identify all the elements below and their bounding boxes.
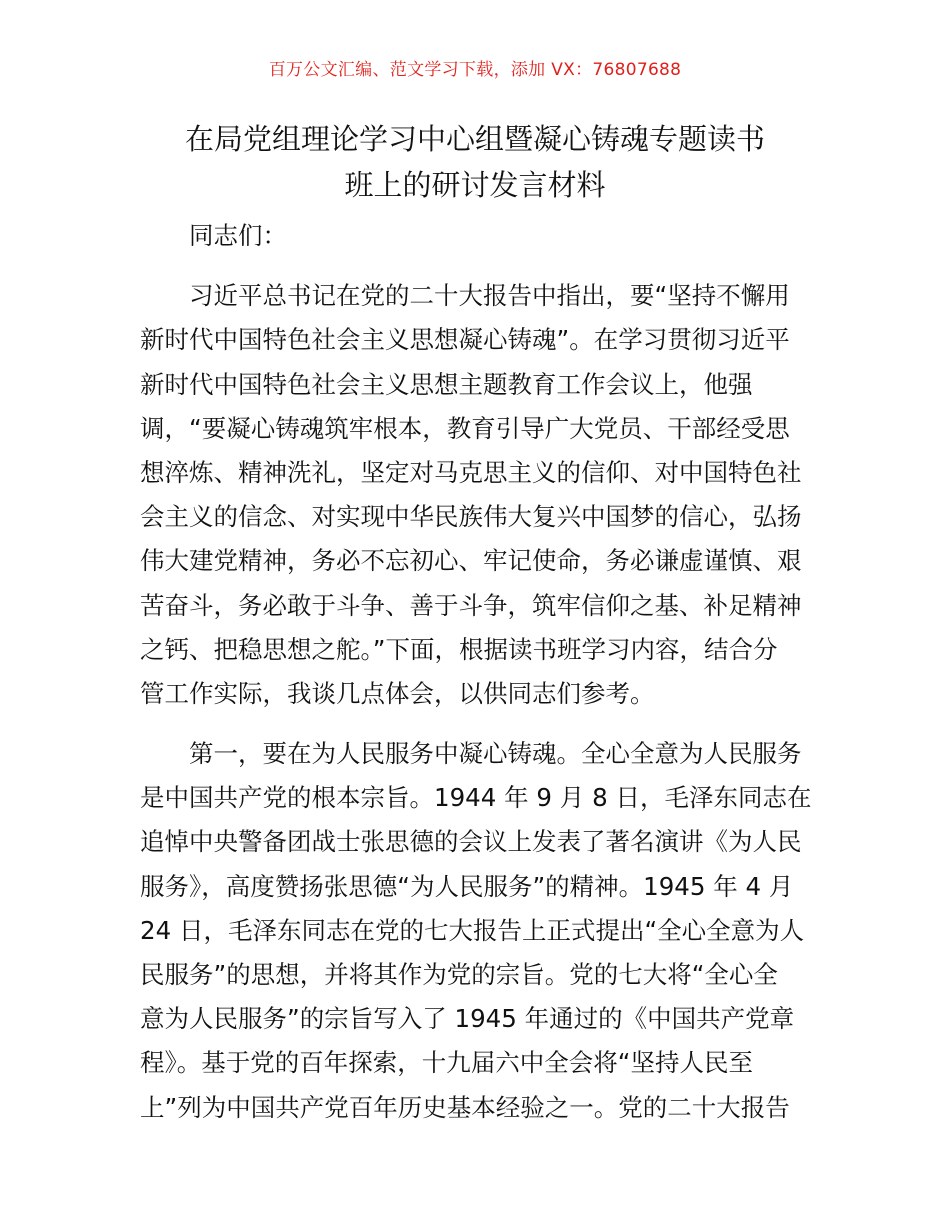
paragraph-line: 意为人民服务”的宗旨写入了 1945 年通过的《中国共产党章: [140, 1004, 795, 1034]
paragraph-line: 调，“要凝心铸魂筑牢根本，教育引导广大党员、干部经受思: [140, 413, 790, 443]
paragraph-line: 新时代中国特色社会主义思想主题教育工作会议上，他强: [140, 369, 753, 399]
paragraph-line: 民服务”的思想，并将其作为党的宗旨。党的七大将“全心全: [140, 960, 778, 989]
paragraph-line: 习近平总书记在党的二十大报告中指出，要“坚持不懈用: [189, 281, 790, 311]
paragraph-line: 服务》，高度赞扬张思德“为人民服务”的精神。1945 年 4 月: [140, 871, 794, 901]
paragraph-line: 苦奋斗，务必敢于斗争、善于斗争，筑牢信仰之基、补足精神: [140, 590, 802, 620]
title-line-2: 班上的研讨发言材料: [344, 168, 606, 202]
paragraph-line: 新时代中国特色社会主义思想凝心铸魂”。在学习贯彻习近平: [140, 325, 790, 355]
paragraph-line: 24 日，毛泽东同志在党的七大报告上正式提出“全心全意为人: [140, 915, 805, 945]
document-body: [140, 214, 812, 1130]
paragraph-line: 程》。基于党的百年探索，十九届六中全会将“坚持人民至: [140, 1048, 753, 1078]
paragraph-line: 上”列为中国共产党百年历史基本经验之一。党的二十大报告: [140, 1092, 790, 1122]
paragraph-1: [140, 274, 812, 716]
paragraph-line: 想淬炼、精神洗礼，坚定对马克思主义的信仰、对中国特色社: [140, 457, 802, 487]
paragraph-line: 伟大建党精神，务必不忘初心、牢记使命，务必谦虚谨慎、艰: [140, 546, 802, 576]
paragraph-line: 会主义的信念、对实现中华民族伟大复兴中国梦的信心，弘扬: [140, 502, 802, 532]
paragraph-line: 是中国共产党的根本宗旨。1944 年 9 月 8 日，毛泽东同志在: [140, 783, 812, 813]
paragraph-2: [140, 732, 812, 1130]
header-banner: 百万公文汇编、范文学习下载，添加 VX：76807688: [268, 60, 682, 80]
title-line-1: 在局党组理论学习中心组暨凝心铸魂专题读书: [184, 122, 765, 156]
paragraph-line: 之钙、把稳思想之舵。”下面，根据读书班学习内容，结合分: [140, 634, 778, 664]
paragraph-line: 管工作实际，我谈几点体会，以供同志们参考。: [140, 678, 655, 708]
salutation: 同志们：: [189, 221, 287, 250]
paragraph-line: 追悼中央警备团战士张思德的会议上发表了著名演讲《为人民: [140, 827, 802, 857]
document-title: [120, 116, 830, 208]
paragraph-line: 第一，要在为人民服务中凝心铸魂。全心全意为人民服务: [189, 739, 802, 769]
